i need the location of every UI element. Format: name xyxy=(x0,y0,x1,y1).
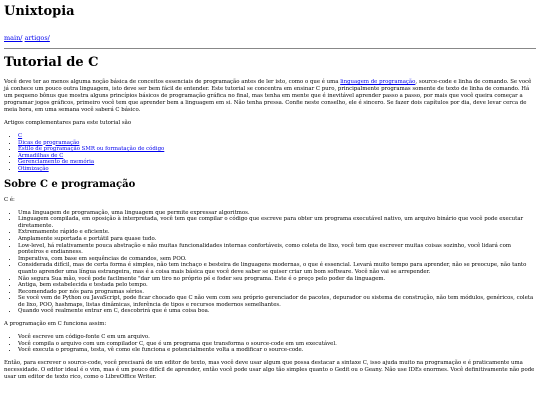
related-intro: Artigos complementares para este tutorial são xyxy=(4,120,132,126)
list-item: • Linguagem compilada, em oposição à interpretada, você tem que compilar o código que escreve para obter um programa executável nativo, um arquivo binário que você pode executar diretamente. xyxy=(18,216,536,229)
intro-text-before: Você deve ter ao menos alguma noção básica de conceitos essenciais de programação antes de ler isto, como o que é uma xyxy=(4,79,341,85)
list-item: • Não segura Sua mão, você pode facilmente "dar um tiro no próprio pé e foder seu programa. Este é o preço pelo poder da linguagem. xyxy=(18,276,536,283)
list-item: • Imperativa, com base em sequências de comandos, sem POO. xyxy=(18,256,536,263)
list-item xyxy=(18,153,536,160)
features-list xyxy=(4,210,536,316)
related-link-memoria[interactable]: Gerenciamento de memória xyxy=(18,159,95,166)
related-list xyxy=(4,133,536,173)
list-item: • Considerada difícil, mas de certa forma é simples, não tem inchaço e besteira de linguagens modernas, o que é essencial. Levará muito tempo para aprender, não se preocupe, não tanto quanto aprender uma língua estrangeira, mas é a coisa mais básica que você deve saber se quiser criar um bom software. Você não vai se arrepender. xyxy=(18,262,536,275)
list-item: • Quando você realmente entrar em C, descobrirá que é uma coisa boa. xyxy=(18,308,536,315)
link-linguagem-de-programacao[interactable]: linguagem de programação xyxy=(340,79,416,85)
page-title: Tutorial de C xyxy=(4,55,99,70)
related-link-otimizacao[interactable]: Otimização xyxy=(18,165,49,172)
divider xyxy=(4,48,536,49)
list-item: • Se você vem de Python ou JavaScript, pode ficar chocado que C não vem com seu próprio gerenciador de pacotes, depurador ou sistema de construção, não tem módulos, genéricos, coleta de lixo, POO, hashmaps, listas dinâmicas, inferência de tipos e recursos modernos semelhantes. xyxy=(18,295,536,308)
list-item: • Amplamente suportada e portátil para quase tudo. xyxy=(18,236,536,243)
list-item: • Recomendado por nós para programas sérios. xyxy=(18,289,536,296)
flow-list xyxy=(4,334,536,354)
breadcrumb-link-main[interactable]: main/ xyxy=(4,34,23,42)
related-link-armadilhas[interactable]: Armadilhas de C xyxy=(18,152,64,159)
list-item xyxy=(18,146,536,153)
breadcrumb xyxy=(4,34,536,42)
list-item xyxy=(18,166,536,173)
list-item xyxy=(18,159,536,166)
intro-paragraph xyxy=(4,79,536,114)
section-title: Sobre C e programação xyxy=(4,178,136,190)
list-item: • Você escreve um código-fonte C em um arquivo. xyxy=(18,334,536,341)
list-item: • Low-level, há relativamente pouca abstração e não muitas funcionalidades internas confortáveis, como coleta de lixo, você tem que escrever muitas coisas sozinho, você lidará com ponteiros e endianness. xyxy=(18,243,536,256)
section-lead: C é: xyxy=(4,196,15,203)
list-item: • Você compila o arquivo com um compilador C, que é um programa que transforma o source-code em um executável. xyxy=(18,341,536,348)
related-link-c[interactable]: C xyxy=(18,133,23,139)
list-item: • Você executa o programa, testa, vê como ele funciona e potencialmente volta a modificar o source-code. xyxy=(18,347,536,354)
breadcrumb-link-artigos[interactable]: artigos/ xyxy=(24,34,50,42)
related-link-dicas[interactable]: Dicas de programação xyxy=(18,139,80,146)
intro-text-after: , source-code e linha de comando. Se você já conhece um pouco outra linguagem, isto deve ser bem fácil de entender. Este tutorial se concentra em ensinar C puro, principalmente programas somente de texto de linha de comando. Há um pequeno bônus que mostra alguns princípios básicos de programação gráfica no final, mas tenha em mente que é inevitável aprender passo a passo, por mais que você queira começar a programar jogos gráficos, primeiro você tem que aprender bem a linguagem em si. Não tenha pressa. Confie neste conselho, ele é sincero. Se fazer dois capítulos por dia, deve levar cerca de meia hora, em uma semana você saberá C básico. xyxy=(4,79,532,113)
tail-paragraph: Então, para escrever o source-code, você precisará de um editor de texto, mas você deve usar algum que possa destacar a sintaxe C, isso ajuda muito na programação e é praticamente uma necessidade. O editor ideal é o vim, mas é um pouco difícil de aprender, então você pode usar algo tão simples quanto o Gedit ou o Geany. Não use IDEs enormes. Você definitivamente não pode usar um editor de texto rico, como o LibreOffice Writer. xyxy=(4,359,535,380)
list-item: • Uma linguagem de programação, uma linguagem que permite expressar algoritmos. xyxy=(18,210,536,217)
flow-lead: A programação em C funciona assim: xyxy=(4,321,107,328)
list-item: • Extremamente rápido e eficiente. xyxy=(18,229,536,236)
list-item xyxy=(18,133,536,140)
related-link-estilo[interactable]: Estilo de programação SMR ou formatação de código xyxy=(18,146,165,153)
site-title: Unixtopia xyxy=(4,4,75,19)
list-item: • Antiga, bem estabelecida e testada pelo tempo. xyxy=(18,282,536,289)
